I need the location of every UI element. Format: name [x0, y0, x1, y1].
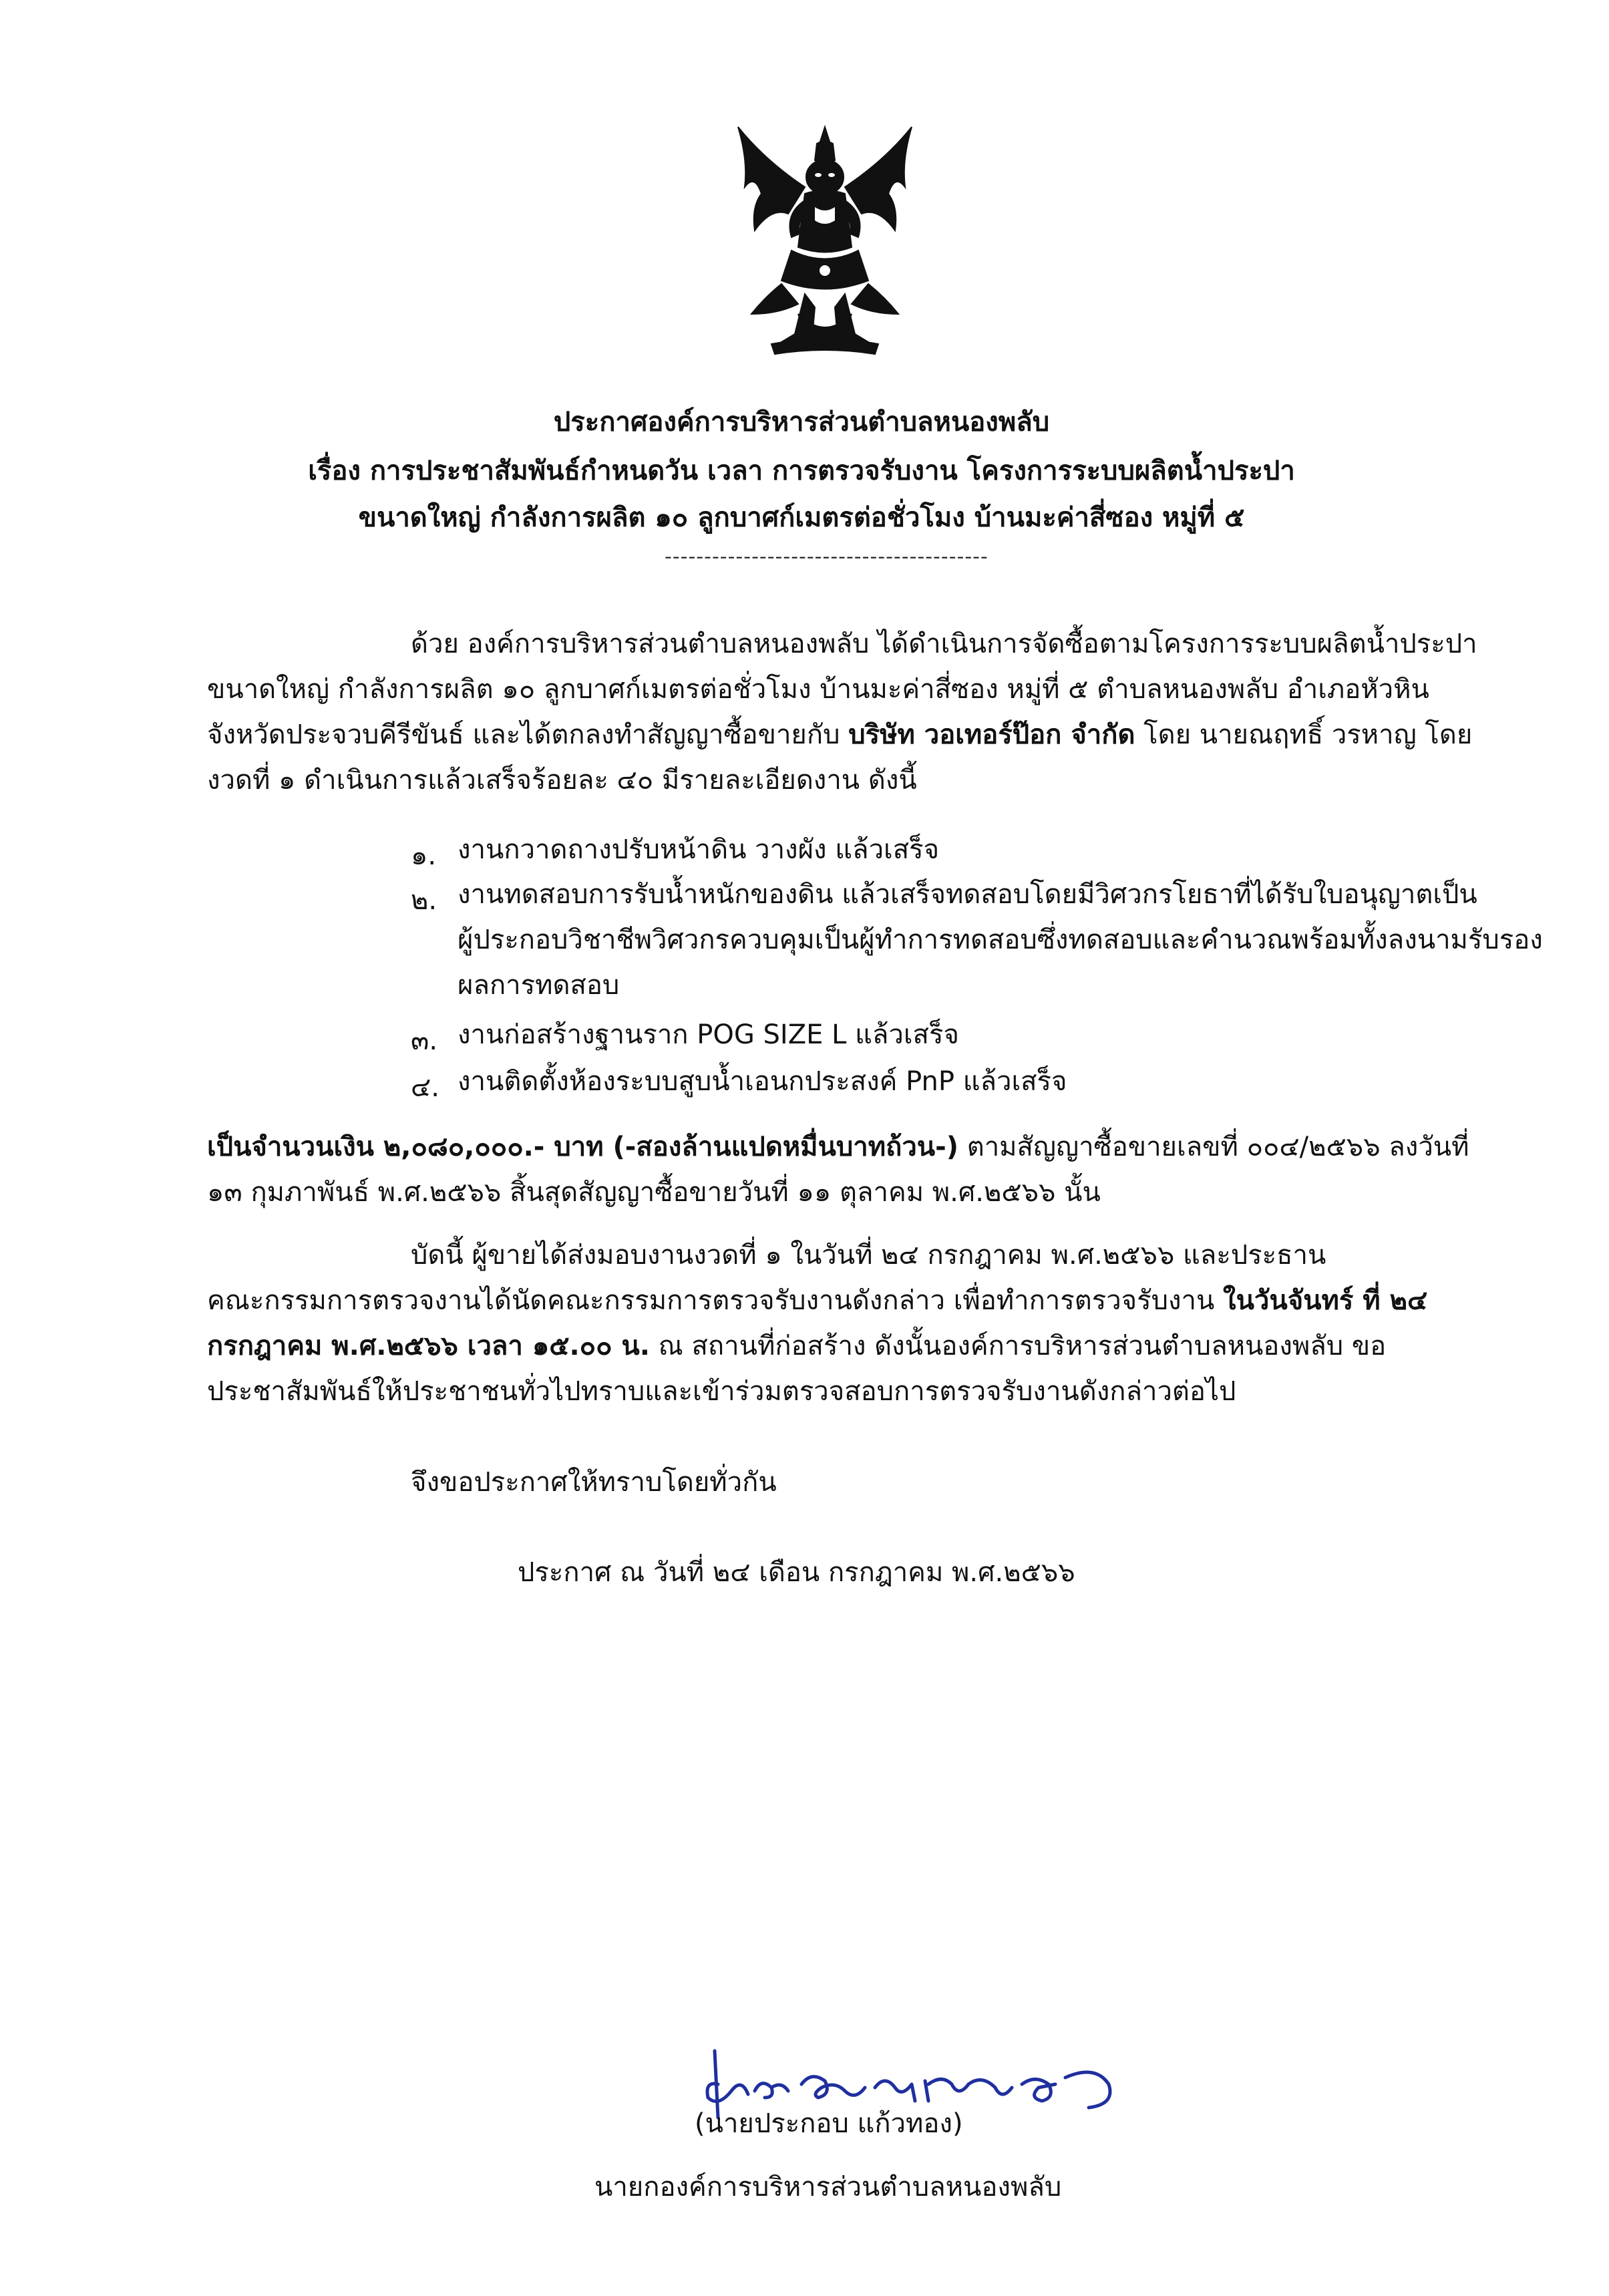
intro-paragraph — [207, 621, 1477, 803]
company-name: บริษัท วอเทอร์ป๊อก จำกัด — [848, 719, 1135, 750]
amount-value: เป็นจำนวนเงิน ๒,๐๘๐,๐๐๐.- บาท (-สองล้านแปดหมื่นบาทถ้วน-) — [207, 1132, 958, 1162]
intro-line-4: งวดที่ ๑ ดำเนินการแล้วเสร็จร้อยละ ๔๐ มีรายละเอียดงาน ดังนี้ — [207, 765, 917, 796]
delivery-paragraph — [207, 1233, 1463, 1414]
item-2-line-2: ผู้ประกอบวิชาชีพวิศวกรควบคุมเป็นผู้ทำการทดสอบซึ่งทดสอบและคำนวณพร้อมทั้งลงนามรับรอง — [458, 925, 1543, 955]
signer-name: (นายประกอบ แก้วทอง) — [695, 2108, 963, 2139]
item-1-number: ๑. — [411, 840, 437, 871]
contract-info: ตามสัญญาซื้อขายเลขที่ ๐๐๔/๒๕๖๖ ลงวันที่ — [958, 1132, 1469, 1162]
item-3-number: ๓. — [411, 1025, 438, 1056]
delivery-line-2 — [207, 1278, 1463, 1323]
announcement-date: ประกาศ ณ วันที่ ๒๔ เดือน กรกฎาคม พ.ศ.๒๕๖๖ — [518, 1557, 1075, 1588]
announcement-title: ประกาศองค์การบริหารส่วนตำบลหนองพลับ — [553, 407, 1050, 438]
delivery-line-3 — [207, 1323, 1463, 1369]
intro-line-1: ด้วย องค์การบริหารส่วนตำบลหนองพลับ ได้ดำเนินการจัดซื้อตามโครงการระบบผลิตน้ำประปา — [411, 629, 1477, 659]
item-2-number: ๒. — [411, 885, 437, 916]
intro-line-3-text: จังหวัดประจวบคีรีขันธ์ และได้ตกลงทำสัญญาซื้อขายกับ — [207, 719, 849, 750]
garuda-emblem-icon — [725, 114, 925, 361]
inspection-day: ในวันจันทร์ ที่ ๒๔ — [1223, 1285, 1428, 1316]
delivery-line-4: ประชาสัมพันธ์ให้ประชาชนทั่วไปทราบและเข้าร่วมตรวจสอบการตรวจรับงานดังกล่าวต่อไป — [207, 1376, 1236, 1407]
intro-line-3-tail: โดย นายณฤทธิ์ วรหาญ โดย — [1135, 719, 1473, 750]
item-4-number: ๔. — [411, 1072, 439, 1103]
subject-line-2: ขนาดใหญ่ กำลังการผลิต ๑๐ ลูกบาศก์เมตรต่อชั่วโมง บ้านมะค่าสี่ซอง หมู่ที่ ๕ — [358, 502, 1245, 533]
title-separator: ----------------------------------------- — [665, 545, 989, 568]
item-3-line-1: งานก่อสร้างฐานราก POG SIZE L แล้วเสร็จ — [458, 1019, 959, 1050]
subject-line-1: เรื่อง การประชาสัมพันธ์กำหนดวัน เวลา การตรวจรับงาน โครงการระบบผลิตน้ำประปา — [308, 456, 1295, 486]
item-1-line-1: งานกวาดถางปรับหน้าดิน วางผัง แล้วเสร็จ — [458, 834, 940, 865]
delivery-line-1: บัดนี้ ผู้ขายได้ส่งมอบงานงวดที่ ๑ ในวันที่ ๒๔ กรกฎาคม พ.ศ.๒๕๖๖ และประธาน — [411, 1240, 1326, 1271]
amount-paragraph — [207, 1124, 1469, 1215]
amount-line-1 — [207, 1124, 1469, 1170]
inspection-datetime: กรกฎาคม พ.ศ.๒๕๖๖ เวลา ๑๕.๐๐ น. — [207, 1331, 650, 1361]
delivery-line-3-text: ณ สถานที่ก่อสร้าง ดังนั้นองค์การบริหารส่วนตำบลหนองพลับ ขอ — [649, 1331, 1387, 1361]
closing-statement: จึงขอประกาศให้ทราบโดยทั่วกัน — [411, 1467, 777, 1498]
intro-line-3 — [207, 712, 1473, 758]
item-2-line-1: งานทดสอบการรับน้ำหนักของดิน แล้วเสร็จทดสอบโดยมีวิศวกรโยธาที่ได้รับใบอนุญาตเป็น — [458, 879, 1477, 910]
amount-line-2: ๑๓ กุมภาพันธ์ พ.ศ.๒๕๖๖ สิ้นสุดสัญญาซื้อขายวันที่ ๑๑ ตุลาคม พ.ศ.๒๕๖๖ นั้น — [207, 1177, 1101, 1208]
item-2-line-3: ผลการทดสอบ — [458, 970, 620, 1001]
intro-line-2: ขนาดใหญ่ กำลังการผลิต ๑๐ ลูกบาศก์เมตรต่อชั่วโมง บ้านมะค่าสี่ซอง หมู่ที่ ๕ ตำบลหนองพลับ อำเภอหัวหิน — [207, 674, 1429, 705]
item-4-line-1: งานติดตั้งห้องระบบสูบน้ำเอนกประสงค์ PnP แล้วเสร็จ — [458, 1066, 1067, 1097]
delivery-line-2-text: คณะกรรมการตรวจงานได้นัดคณะกรรมการตรวจรับงานดังกล่าว เพื่อทำการตรวจรับงาน — [207, 1285, 1224, 1316]
signer-position: นายกองค์การบริหารส่วนตำบลหนองพลับ — [594, 2172, 1062, 2202]
